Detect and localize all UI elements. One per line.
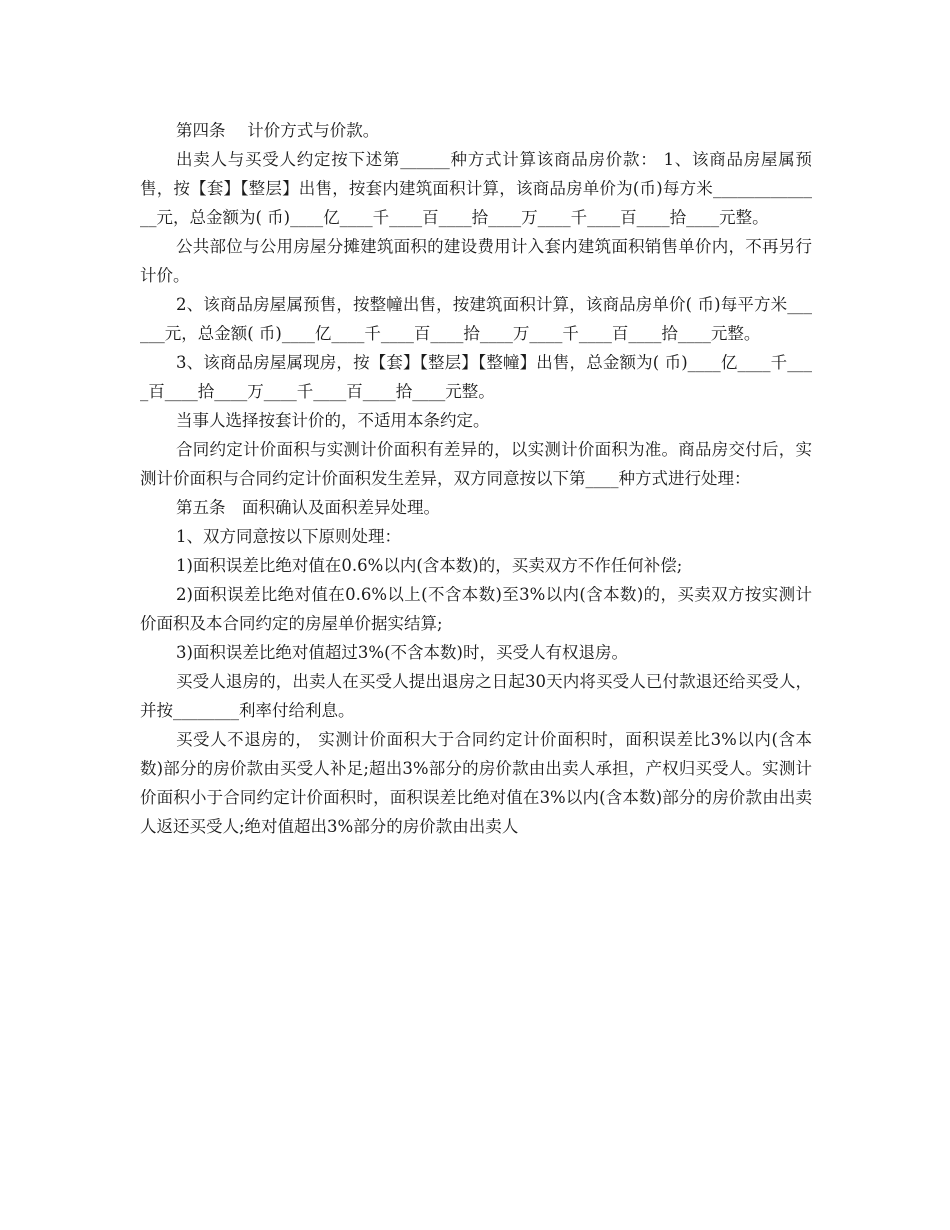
article-5-heading: 第五条 面积确认及面积差异处理。 [176, 498, 440, 517]
pricing-option-3-paragraph: 3、该商品房屋属现房，按【套】【整层】【整幢】出售，总金额为( 币)____亿____千____百____拾____万____千____百____拾____元整。 [140, 353, 812, 401]
pricing-option-2-paragraph: 2、该商品房屋属预售，按整幢出售，按建筑面积计算，该商品房单价( 币)每平方米______元，总金额( 币)____亿____千____百____拾____万____千____百____拾____元整。 [140, 295, 812, 343]
principle-3-paragraph: 3)面积误差比绝对值超过3%(不含本数)时，买受人有权退房。 [176, 643, 628, 662]
document-body [140, 116, 812, 841]
principle-intro-paragraph: 1、双方同意按以下原则处理： [176, 527, 401, 546]
area-difference-paragraph: 合同约定计价面积与实测计价面积有差异的，以实测计价面积为准。商品房交付后，实测计价面积与合同约定计价面积发生差异，双方同意按以下第____种方式进行处理： [140, 440, 812, 488]
refund-paragraph: 买受人退房的，出卖人在买受人提出退房之日起30天内将买受人已付款退还给买受人，并按________利率付给利息。 [140, 672, 812, 720]
per-unit-note-paragraph: 当事人选择按套计价的，不适用本条约定。 [176, 411, 490, 430]
principle-1-paragraph: 1)面积误差比绝对值在0.6%以内(含本数)的，买卖双方不作任何补偿; [176, 556, 683, 575]
shared-area-paragraph: 公共部位与公用房屋分摊建筑面积的建设费用计入套内建筑面积销售单价内，不再另行计价。 [140, 237, 812, 285]
article-4-heading: 第四条 计价方式与价款。 [176, 121, 380, 140]
no-refund-paragraph: 买受人不退房的， 实测计价面积大于合同约定计价面积时，面积误差比3%以内(含本数)部分的房价款由买受人补足;超出3%部分的房价款由出卖人承担，产权归买受人。实测计价面积小于合同约定计价面积时，面积误差比绝对值在3%以内(含本数)部分的房价款由出卖人返还买受人;绝对值超出3%部分的房价款由出卖人 [140, 730, 812, 836]
principle-2-paragraph: 2)面积误差比绝对值在0.6%以上(不含本数)至3%以内(含本数)的，买卖双方按实测计价面积及本合同约定的房屋单价据实结算; [140, 585, 812, 633]
pricing-method-paragraph: 出卖人与买受人约定按下述第______种方式计算该商品房价款： 1、该商品房屋属预售，按【套】【整层】出售，按套内建筑面积计算，该商品房单价为(币)每方米______________元，总金额为( 币)____亿____千____百____拾____万____千____百____拾____元整。 [140, 150, 812, 227]
